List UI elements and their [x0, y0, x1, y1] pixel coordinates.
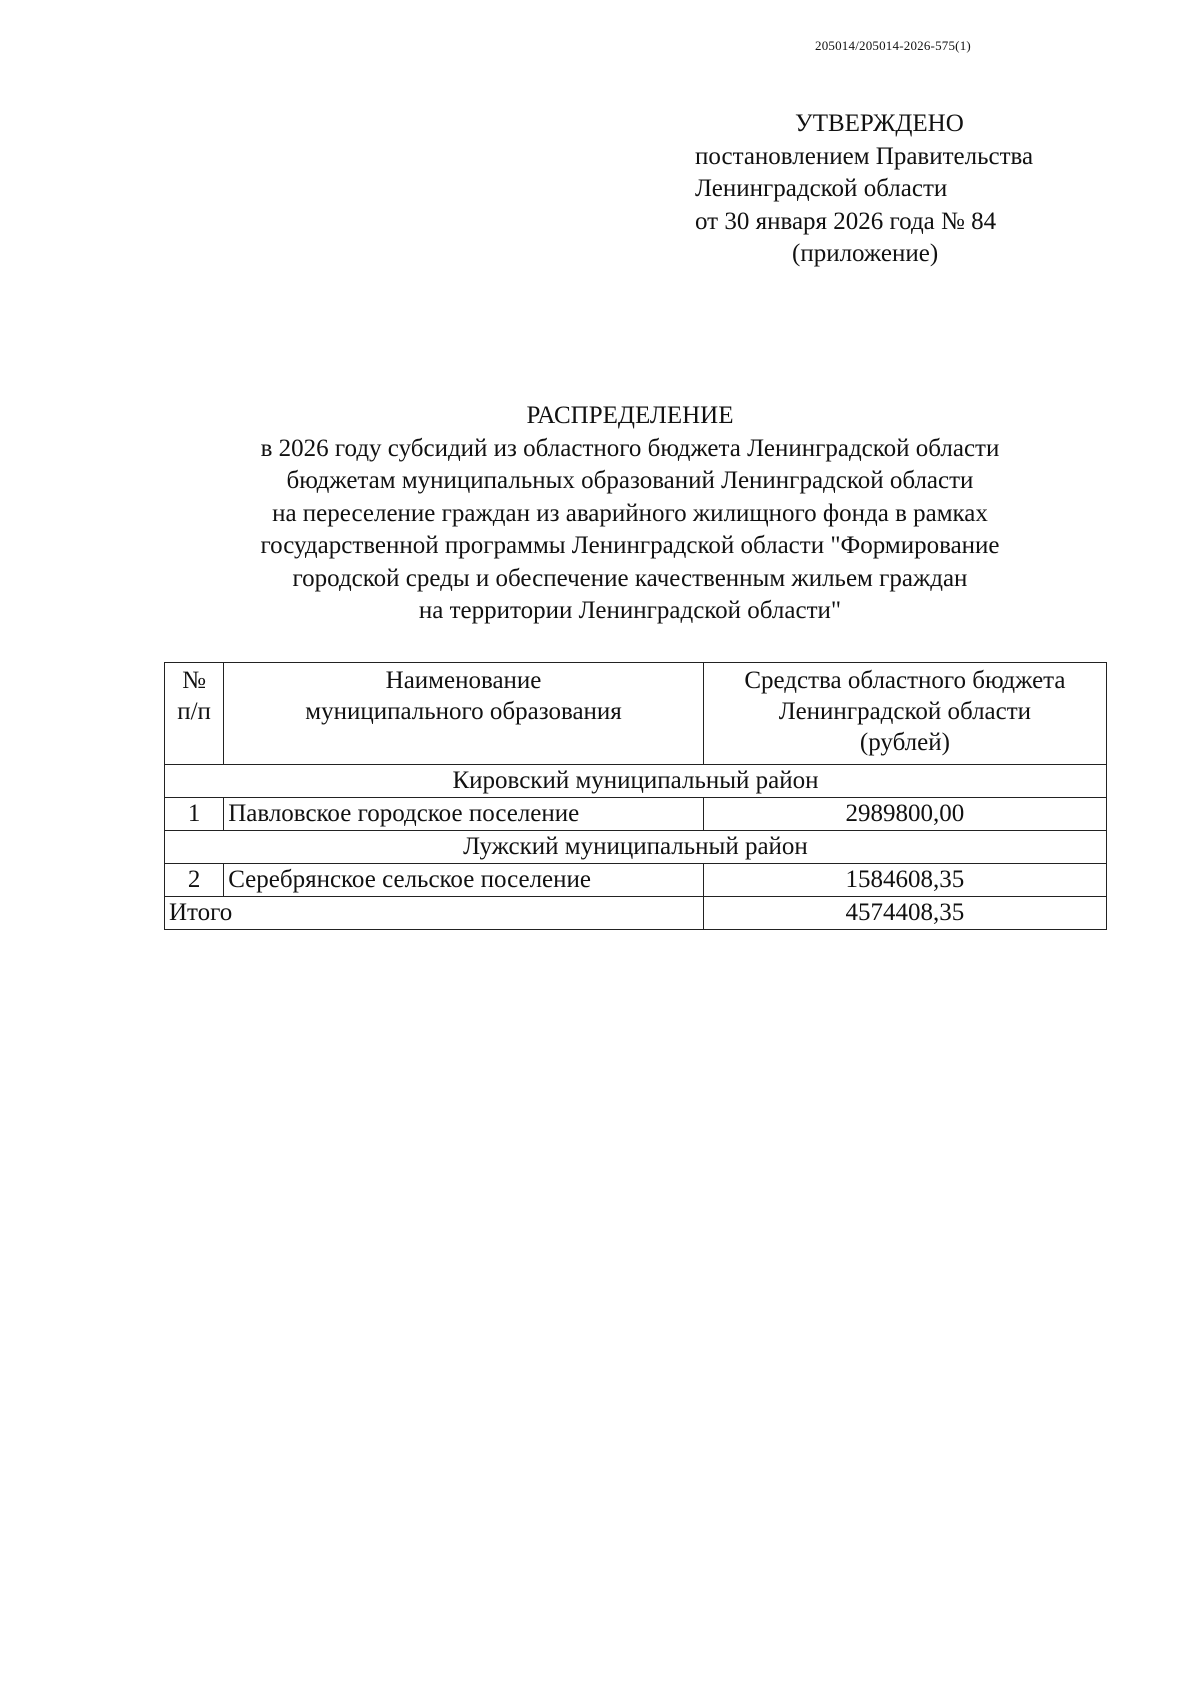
- header-number-line2: п/п: [177, 698, 211, 725]
- table-row: [165, 798, 1107, 831]
- row-sum: 2989800,00: [703, 798, 1106, 831]
- header-budget-funds: [703, 663, 1106, 765]
- total-row: [165, 897, 1107, 930]
- approval-line-date: от 30 января 2026 года № 84: [695, 207, 997, 235]
- district-name: Лужский муниципальный район: [165, 831, 1107, 864]
- row-municipality: Павловское городское поселение: [224, 798, 704, 831]
- district-name: Кировский муниципальный район: [165, 765, 1107, 798]
- row-sum: 1584608,35: [703, 864, 1106, 897]
- header-number-line1: №: [182, 667, 207, 694]
- total-sum: 4574408,35: [703, 897, 1106, 930]
- table-header-row: [165, 663, 1107, 765]
- district-row: [165, 831, 1107, 864]
- approval-line-appendix: (приложение): [792, 240, 939, 267]
- header-sum-line2: Ленинградской области: [778, 698, 1032, 725]
- document-number: 205014/205014-2026-575(1): [815, 38, 971, 53]
- approval-stamp: [695, 108, 1115, 271]
- header-name-line1: Наименование: [385, 667, 542, 694]
- approval-title: УТВЕРЖДЕНО: [795, 110, 964, 137]
- header-name-line2: муниципального образования: [305, 698, 622, 725]
- title-line-4: государственной программы Ленинградской области "Формирование: [260, 532, 1000, 559]
- title-line-6: на территории Ленинградской области": [418, 597, 842, 624]
- title-line-5: городской среды и обеспечение качественным жильем граждан: [292, 564, 968, 592]
- document-title-block: [100, 400, 1160, 628]
- header-sum-line1: Средства областного бюджета: [744, 667, 1066, 694]
- header-sum-line3: (рублей): [859, 729, 950, 756]
- title-line-1: в 2026 году субсидий из областного бюджета Ленинградской области: [260, 434, 1000, 462]
- approval-line-resolution: постановлением Правительства: [695, 142, 1034, 170]
- document-heading: РАСПРЕДЕЛЕНИЕ: [526, 402, 734, 429]
- title-line-2: бюджетам муниципальных образований Ленинградской области: [286, 467, 974, 494]
- header-number: [165, 663, 224, 765]
- header-municipality-name: [224, 663, 704, 765]
- distribution-table: [164, 662, 1107, 930]
- table-row: [165, 864, 1107, 897]
- approval-line-region: Ленинградской области: [695, 175, 948, 202]
- row-municipality: Серебрянское сельское поселение: [224, 864, 704, 897]
- row-number: 2: [165, 864, 224, 897]
- row-number: 1: [165, 798, 224, 831]
- total-label: Итого: [165, 897, 704, 930]
- title-line-3: на переселение граждан из аварийного жилищного фонда в рамках: [272, 499, 988, 527]
- district-row: [165, 765, 1107, 798]
